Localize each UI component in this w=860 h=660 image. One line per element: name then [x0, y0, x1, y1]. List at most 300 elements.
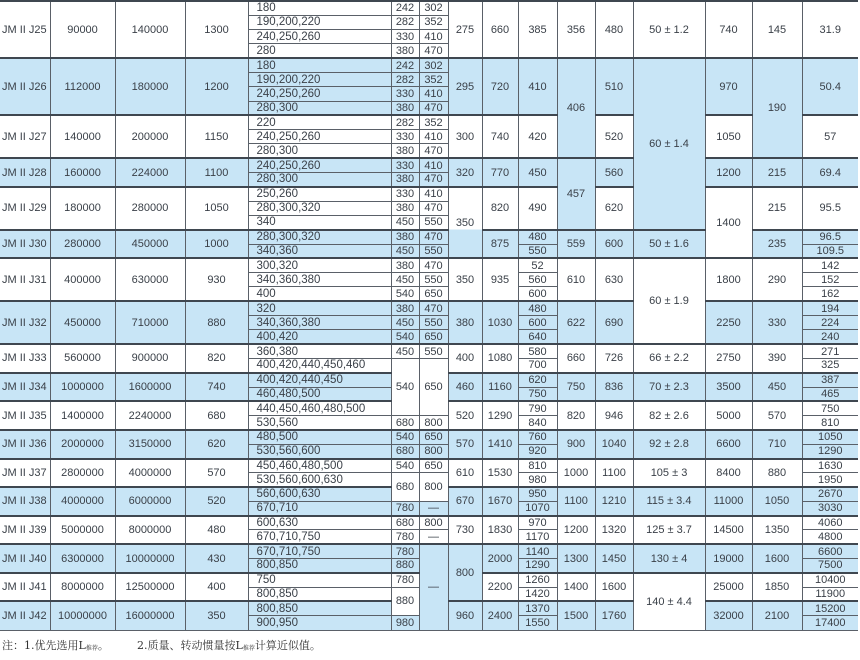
c5-value: 242	[391, 58, 419, 72]
c2-value: 630000	[115, 258, 185, 301]
c8-value: 1290	[482, 401, 518, 430]
c15-value: 194	[802, 301, 858, 315]
c15-value: 387	[802, 373, 858, 387]
c3-value: 680	[185, 401, 248, 430]
c15-value: 810	[802, 416, 858, 430]
c9-value: 1140	[518, 544, 557, 558]
c11-value: 520	[595, 115, 633, 158]
bore-diameters: 180	[248, 58, 391, 72]
bore-diameters: 670,710,750	[248, 544, 391, 558]
footnote-2-subscript: 推荐	[242, 645, 255, 652]
c3-value: 880	[185, 301, 248, 344]
bore-diameters: 800,850	[248, 559, 391, 573]
c5-value: 540	[391, 358, 419, 415]
c15-value: 10400	[802, 573, 858, 587]
c1-value: 1000000	[50, 373, 115, 402]
c12-value: 92 ± 2.8	[633, 430, 705, 459]
c5-value: 680	[391, 473, 419, 502]
bore-diameters: 280,300,320	[248, 201, 391, 215]
c5-value: 680	[391, 444, 419, 458]
c12-value: 60 ± 1.4	[633, 58, 705, 230]
c8-value: 935	[482, 258, 518, 301]
c1-value: 180000	[50, 187, 115, 230]
c15-value: 7500	[802, 559, 858, 573]
c15-value: 15200	[802, 601, 858, 615]
c10-value: 1300	[557, 544, 595, 573]
c9-value: 580	[518, 344, 557, 358]
table-row	[0, 158, 858, 172]
c5-value: 282	[391, 115, 419, 129]
c13-value: 5000	[705, 401, 752, 430]
c11-value: 690	[595, 301, 633, 344]
c12-value: 105 ± 3	[633, 459, 705, 488]
model-name: JM II J28	[0, 158, 50, 187]
model-name: JM II J32	[0, 301, 50, 344]
c1-value: 160000	[50, 158, 115, 187]
c5-value: 450	[391, 316, 419, 330]
c1-value: 6300000	[50, 544, 115, 573]
c9-value: 52	[518, 258, 557, 272]
c9-value: 700	[518, 358, 557, 372]
c15-value: 11900	[802, 587, 858, 601]
model-name: JM II J25	[0, 1, 50, 58]
footnote-prefix: 注：	[2, 639, 24, 652]
c14-value: 215	[752, 158, 802, 187]
c5-value: 780	[391, 573, 419, 587]
table-row	[0, 1, 858, 15]
c15-value: 31.9	[802, 1, 858, 58]
model-name: JM II J36	[0, 430, 50, 459]
bore-diameters: 400,420,440,450,460	[248, 358, 391, 372]
c10-value: 1400	[557, 573, 595, 602]
table-row	[0, 58, 858, 72]
c9-value: 750	[518, 387, 557, 401]
c2-value: 3150000	[115, 430, 185, 459]
c8-value: 720	[482, 58, 518, 115]
c6-value: 550	[419, 244, 448, 258]
c7-value: 380	[448, 301, 482, 344]
c2-value: 180000	[115, 58, 185, 115]
c5-value: 330	[391, 187, 419, 201]
c13-value: 2250	[705, 301, 752, 344]
c5-value: 380	[391, 301, 419, 315]
c14-value: 2100	[752, 601, 802, 630]
c5-value: 450	[391, 244, 419, 258]
c6-value: 800	[419, 444, 448, 458]
c7-value: 350	[448, 187, 482, 258]
c10-value: 610	[557, 258, 595, 301]
footnote-2-end: 计算近似值。	[254, 639, 321, 652]
c9-value: 760	[518, 430, 557, 444]
c7-value: 275	[448, 1, 482, 58]
c1-value: 1400000	[50, 401, 115, 430]
c7-value: 730	[448, 516, 482, 545]
c15-value: 57	[802, 115, 858, 158]
bore-diameters: 300,320	[248, 258, 391, 272]
model-name: JM II J39	[0, 516, 50, 545]
c9-value: 1550	[518, 616, 557, 630]
c9-value: 480	[518, 301, 557, 315]
bore-diameters: 280,300	[248, 144, 391, 158]
c15-value: 1050	[802, 430, 858, 444]
c6-value: 410	[419, 30, 448, 44]
c15-value: 3030	[802, 501, 858, 515]
bore-diameters: 670,710	[248, 501, 391, 515]
table-row	[0, 516, 858, 530]
bore-diameters: 670,710,750	[248, 530, 391, 544]
model-name: JM II J41	[0, 573, 50, 602]
c12-value: 140 ± 4.4	[633, 573, 705, 630]
footnote-1-text: 1.优先选用L	[24, 639, 86, 652]
c15-value: 271	[802, 344, 858, 358]
c14-value: 1850	[752, 573, 802, 602]
c11-value: 560	[595, 158, 633, 187]
c2-value: 224000	[115, 158, 185, 187]
bore-diameters: 240,250,260	[248, 87, 391, 101]
c9-value: 980	[518, 473, 557, 487]
c13-value: 14500	[705, 516, 752, 545]
c11-value: 630	[595, 258, 633, 301]
c2-value: 710000	[115, 301, 185, 344]
bore-diameters: 280,300	[248, 173, 391, 187]
c6-value: 800	[419, 473, 448, 502]
c3-value: 350	[185, 601, 248, 630]
c2-value: 280000	[115, 187, 185, 230]
c1-value: 400000	[50, 258, 115, 301]
c6-value: 470	[419, 44, 448, 58]
c13-value: 970	[705, 58, 752, 115]
bore-diameters: 280,300	[248, 101, 391, 115]
c15-value: 465	[802, 387, 858, 401]
bore-diameters: 750	[248, 573, 391, 587]
bore-diameters: 480,500	[248, 430, 391, 444]
c8-value: 2400	[482, 601, 518, 630]
c13-value: 1200	[705, 158, 752, 187]
table-row	[0, 430, 858, 444]
c5-value: 980	[391, 616, 419, 630]
c9-value: 480	[518, 230, 557, 244]
c11-value: 1450	[595, 544, 633, 573]
c7-value: 400	[448, 344, 482, 373]
footnote-2-text: 2.质量、转动惯量按L	[137, 639, 243, 652]
bore-diameters: 340,360	[248, 244, 391, 258]
c15-value: 1290	[802, 444, 858, 458]
c6-value: 352	[419, 15, 448, 29]
table-row	[0, 459, 858, 473]
c6-value: 650	[419, 459, 448, 473]
c2-value: 8000000	[115, 516, 185, 545]
c6-value: 650	[419, 358, 448, 415]
c5-value: 540	[391, 430, 419, 444]
footnote-1-end: 。	[97, 639, 109, 652]
c6-value: 650	[419, 430, 448, 444]
c15-value: 325	[802, 358, 858, 372]
c8-value: 1160	[482, 373, 518, 402]
c1-value: 90000	[50, 1, 115, 58]
bore-diameters: 560,600,630	[248, 487, 391, 501]
model-name: JM II J34	[0, 373, 50, 402]
c14-value: 290	[752, 258, 802, 301]
c9-value: 810	[518, 459, 557, 473]
c7-value: 320	[448, 158, 482, 187]
c15-value: 96.5	[802, 230, 858, 244]
c1-value: 2000000	[50, 430, 115, 459]
c9-value: 410	[518, 58, 557, 115]
c9-value: 970	[518, 516, 557, 530]
c10-value: 356	[557, 1, 595, 58]
c15-value: 4800	[802, 530, 858, 544]
c8-value: 1530	[482, 459, 518, 488]
c2-value: 1600000	[115, 373, 185, 402]
c5-value: 780	[391, 501, 419, 515]
c6-value: —	[419, 530, 448, 544]
c10-value: 900	[557, 430, 595, 459]
c15-value: 240	[802, 330, 858, 344]
bore-diameters: 190,200,220	[248, 15, 391, 29]
bore-diameters: 240,250,260	[248, 30, 391, 44]
c11-value: 1100	[595, 459, 633, 488]
bore-diameters: 460,480,500	[248, 387, 391, 401]
c5-value: 242	[391, 1, 419, 15]
c13-value: 740	[705, 1, 752, 58]
c6-value: 470	[419, 301, 448, 315]
bore-diameters: 280,300,320	[248, 230, 391, 244]
c5-value: 880	[391, 587, 419, 616]
c6-value: 800	[419, 516, 448, 530]
c7-value: 460	[448, 373, 482, 402]
bore-diameters: 250,260	[248, 187, 391, 201]
c9-value: 1170	[518, 530, 557, 544]
c10-value: 1100	[557, 487, 595, 516]
c5-value: 380	[391, 201, 419, 215]
c2-value: 900000	[115, 344, 185, 373]
c6-value: 302	[419, 1, 448, 15]
c13-value: 1050	[705, 115, 752, 158]
c12-value: 115 ± 3.4	[633, 487, 705, 516]
c15-value: 1950	[802, 473, 858, 487]
c3-value: 930	[185, 258, 248, 301]
c8-value: 660	[482, 1, 518, 58]
c14-value: 1350	[752, 516, 802, 545]
c5-value: 450	[391, 344, 419, 358]
c3-value: 520	[185, 487, 248, 516]
c9-value: 1070	[518, 501, 557, 515]
c5-value: 540	[391, 330, 419, 344]
c13-value: 1400	[705, 187, 752, 258]
bore-diameters: 280	[248, 44, 391, 58]
c6-value: —	[419, 544, 448, 630]
c1-value: 112000	[50, 58, 115, 115]
c3-value: 570	[185, 459, 248, 488]
c13-value: 25000	[705, 573, 752, 602]
c9-value: 1420	[518, 587, 557, 601]
table-row	[0, 258, 858, 272]
c12-value: 82 ± 2.6	[633, 401, 705, 430]
c15-value: 95.5	[802, 187, 858, 230]
c8-value: 875	[482, 230, 518, 259]
bore-diameters: 530,560,600,630	[248, 473, 391, 487]
c13-value: 32000	[705, 601, 752, 630]
c15-value: 142	[802, 258, 858, 272]
c14-value: 570	[752, 401, 802, 430]
c5-value: 380	[391, 173, 419, 187]
c1-value: 8000000	[50, 573, 115, 602]
c5-value: 330	[391, 30, 419, 44]
c3-value: 1200	[185, 58, 248, 115]
c2-value: 16000000	[115, 601, 185, 630]
c2-value: 2240000	[115, 401, 185, 430]
footnote-1-subscript: 推荐	[85, 645, 98, 652]
c2-value: 10000000	[115, 544, 185, 573]
table-row	[0, 301, 858, 315]
model-name: JM II J31	[0, 258, 50, 301]
c13-value: 3500	[705, 373, 752, 402]
c15-value: 69.4	[802, 158, 858, 187]
c1-value: 450000	[50, 301, 115, 344]
c6-value: 550	[419, 316, 448, 330]
c7-value: 610	[448, 459, 482, 488]
c9-value: 950	[518, 487, 557, 501]
c7-value: 295	[448, 58, 482, 115]
c12-value: 125 ± 3.7	[633, 516, 705, 545]
c9-value: 600	[518, 316, 557, 330]
footnote-2	[137, 637, 321, 653]
c6-value: 410	[419, 130, 448, 144]
c5-value: 540	[391, 287, 419, 301]
c5-value: 450	[391, 215, 419, 229]
c7-value: 520	[448, 401, 482, 430]
c9-value: 920	[518, 444, 557, 458]
c5-value: 380	[391, 144, 419, 158]
c8-value: 1670	[482, 487, 518, 516]
c12-value: 60 ± 1.9	[633, 258, 705, 344]
table-row	[0, 115, 858, 129]
c3-value: 820	[185, 344, 248, 373]
bore-diameters: 180	[248, 1, 391, 15]
c6-value: 302	[419, 58, 448, 72]
model-name: JM II J26	[0, 58, 50, 115]
c15-value: 50.4	[802, 58, 858, 115]
c12-value: 70 ± 2.3	[633, 373, 705, 402]
c2-value: 6000000	[115, 487, 185, 516]
bore-diameters: 220	[248, 115, 391, 129]
bore-diameters: 530,560	[248, 416, 391, 430]
c15-value: 109.5	[802, 244, 858, 258]
table-row	[0, 344, 858, 358]
c8-value: 2200	[482, 573, 518, 602]
c10-value: 1000	[557, 459, 595, 488]
bore-diameters: 450,460,480,500	[248, 459, 391, 473]
c10-value: 1200	[557, 516, 595, 545]
c7-value: 350	[448, 258, 482, 301]
c6-value: —	[419, 501, 448, 515]
c8-value: 770	[482, 158, 518, 187]
c5-value: 330	[391, 130, 419, 144]
c6-value: 352	[419, 115, 448, 129]
bore-diameters: 240,250,260	[248, 158, 391, 172]
c13-value: 8400	[705, 459, 752, 488]
table-row	[0, 544, 858, 558]
c15-value: 4060	[802, 516, 858, 530]
c2-value: 4000000	[115, 459, 185, 488]
bore-diameters: 360,380	[248, 344, 391, 358]
c13-value: 11000	[705, 487, 752, 516]
c13-value: 2750	[705, 344, 752, 373]
model-name: JM II J35	[0, 401, 50, 430]
c6-value: 410	[419, 87, 448, 101]
c6-value: 650	[419, 330, 448, 344]
c8-value: 2000	[482, 544, 518, 573]
model-name: JM II J33	[0, 344, 50, 373]
c2-value: 140000	[115, 1, 185, 58]
c6-value: 550	[419, 273, 448, 287]
c11-value: 1320	[595, 516, 633, 545]
c1-value: 560000	[50, 344, 115, 373]
c12-value: 50 ± 1.2	[633, 1, 705, 58]
c3-value: 400	[185, 573, 248, 602]
c3-value: 1050	[185, 187, 248, 230]
bore-diameters: 600,630	[248, 516, 391, 530]
c9-value: 560	[518, 273, 557, 287]
c10-value: 406	[557, 58, 595, 158]
c5-value: 330	[391, 87, 419, 101]
c5-value: 330	[391, 158, 419, 172]
c5-value: 380	[391, 230, 419, 244]
c9-value: 600	[518, 287, 557, 301]
c8-value: 1080	[482, 344, 518, 373]
c12-value: 66 ± 2.2	[633, 344, 705, 373]
c14-value: 330	[752, 301, 802, 344]
c7-value: 670	[448, 487, 482, 516]
c1-value: 4000000	[50, 487, 115, 516]
c10-value: 559	[557, 230, 595, 259]
c7-value: 800	[448, 544, 482, 601]
c5-value: 380	[391, 101, 419, 115]
c5-value: 680	[391, 516, 419, 530]
c12-value: 130 ± 4	[633, 544, 705, 573]
c13-value: 19000	[705, 544, 752, 573]
c3-value: 1300	[185, 1, 248, 58]
bore-diameters: 340,360,380	[248, 273, 391, 287]
c15-value: 162	[802, 287, 858, 301]
c9-value: 840	[518, 416, 557, 430]
c14-value: 1600	[752, 544, 802, 573]
c5-value: 680	[391, 416, 419, 430]
c6-value: 470	[419, 101, 448, 115]
c5-value: 780	[391, 544, 419, 558]
c15-value: 152	[802, 273, 858, 287]
c11-value: 1600	[595, 573, 633, 602]
model-name: JM II J29	[0, 187, 50, 230]
c15-value: 6600	[802, 544, 858, 558]
c8-value: 1410	[482, 430, 518, 459]
c6-value: 800	[419, 416, 448, 430]
bore-diameters: 440,450,460,480,500	[248, 401, 391, 415]
c9-value: 385	[518, 1, 557, 58]
bore-diameters: 900,950	[248, 616, 391, 630]
c14-value: 190	[752, 58, 802, 158]
model-name: JM II J38	[0, 487, 50, 516]
c10-value: 750	[557, 373, 595, 402]
bore-diameters: 800,850	[248, 601, 391, 615]
c6-value: 470	[419, 144, 448, 158]
c13-value: 6600	[705, 430, 752, 459]
c3-value: 480	[185, 516, 248, 545]
c11-value: 946	[595, 401, 633, 430]
c9-value: 1260	[518, 573, 557, 587]
c2-value: 200000	[115, 115, 185, 158]
bore-diameters: 400,420	[248, 330, 391, 344]
